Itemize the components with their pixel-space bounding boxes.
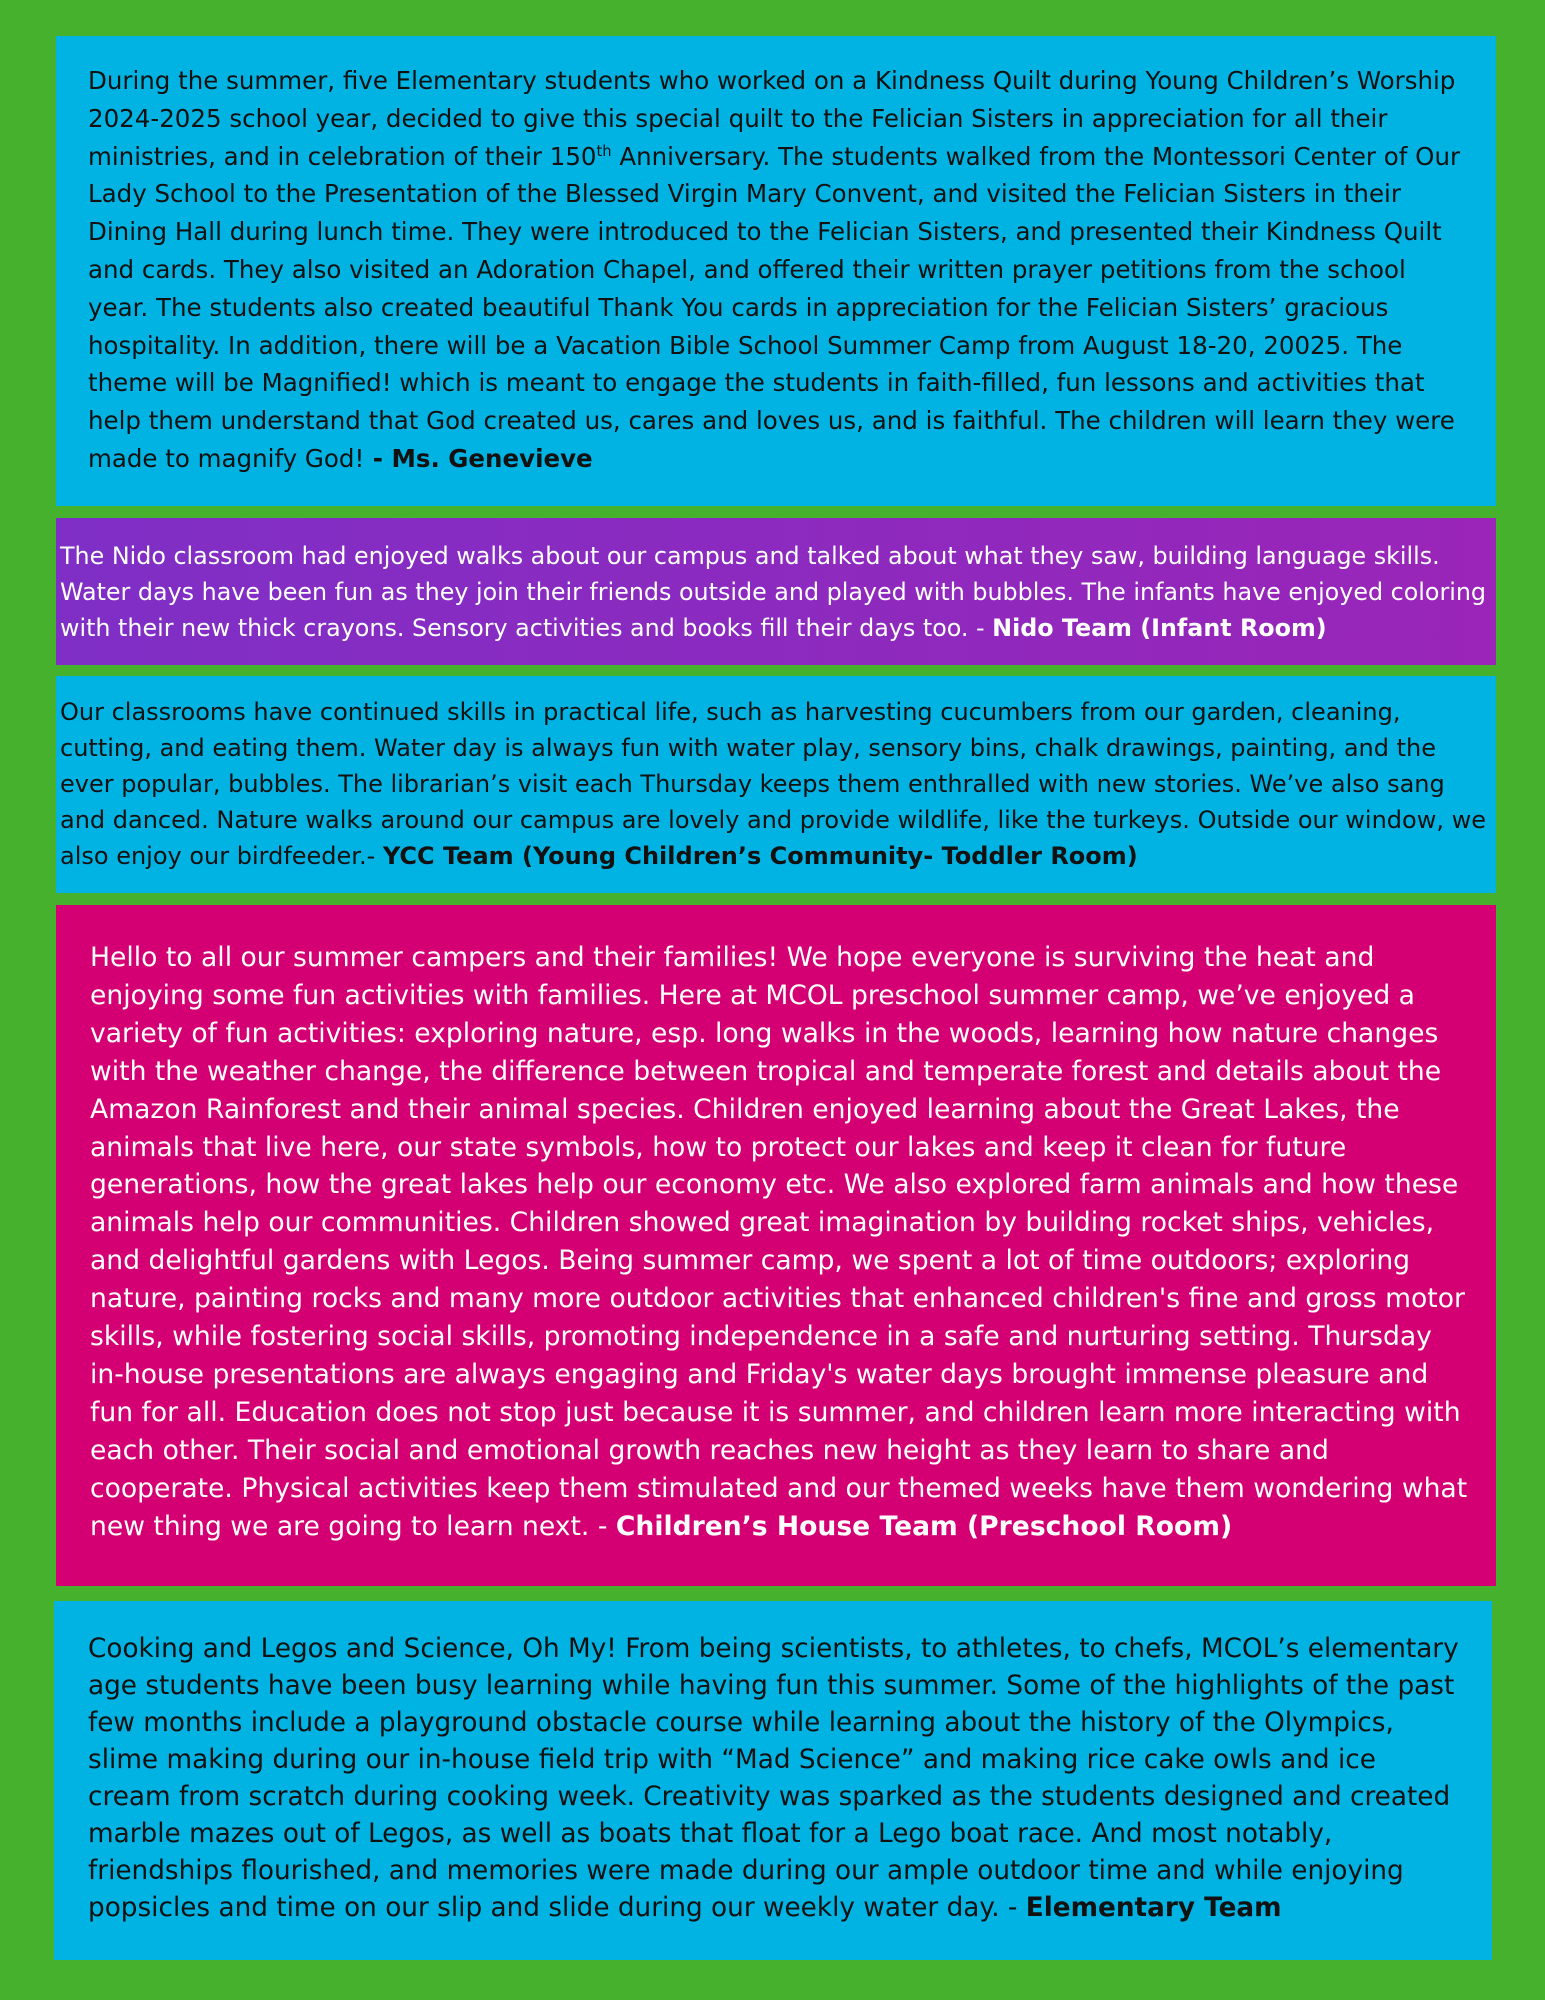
paragraph-text: Hello to all our summer campers and their families! We hope everyone is surviving the heat and enjoying some fun activities with families. Here at MCOL preschool summer camp, we’ve enjoyed a variety of fun activities: exploring nature, esp. long walks in the woods, learning how nature changes with the weather change, the difference between tropical and temperate forest and details about the Amazon Rainforest and their animal species. Children enjoyed learning about the Great Lakes, the animals that live here, our state symbols, how to protect our lakes and keep it clean for future generations, how the great lakes help our economy etc. We also explored farm animals and how these animals help our communities. Children showed great imagination by building rocket ships, vehicles, and delightful gardens with Legos. Being summer camp, we spent a lot of time outdoors; exploring nature, painting rocks and many more outdoor activities that enhanced children's fine and gross motor skills, while fostering social skills, promoting independence in a safe and nurturing setting. Thursday in-house presentations are always engaging and Friday's water days brought immense pleasure and fun for all. Education does not stop just because it is summer, and children learn more interacting with each other. Their social and emotional growth reaches new height as they learn to share and cooperate. Physical activities keep them stimulated and our themed weeks have them wondering what new thing we are going to learn next. - — [90, 942, 1468, 1542]
elementary-paragraph — [88, 1631, 1466, 1927]
paragraph-text: The Nido classroom had enjoyed walks about our campus and talked about what they saw, building language skills. Water days have been fun as they join their friends outside and played with bubbles. The infants have enjoyed coloring with their new thick crayons. Sensory activities and books fill their days too. - — [60, 542, 1487, 642]
signature: YCC Team (Young Children’s Community- Toddler Room) — [382, 842, 1138, 870]
ycc-panel — [56, 676, 1496, 893]
nido-paragraph — [60, 538, 1496, 646]
nido-panel — [56, 518, 1496, 665]
ycc-paragraph — [60, 694, 1496, 874]
paragraph-text: During the summer, five Elementary students who worked on a Kindness Quilt during Young Children’s Worship 2024-2025 school year, decided to give this special quilt to the Felician Sisters in appreciation for all their ministries, and in celebration of their 150 — [88, 66, 1456, 171]
paragraph-text: Cooking and Legos and Science, Oh My! From being scientists, to athletes, to chefs, MCOL’s elementary age students have been busy learning while having fun this summer. Some of the highlights of the past few months include a playground obstacle course while learning about the history of the Olympics, slime making during our in-house field trip with “Mad Science” and making rice cake owls and ice cream from scratch during cooking week. Creativity was sparked as the students designed and created marble mazes out of Legos, as well as boats that float for a Lego boat race. And most notably, friendships flourished, and memories were made during our ample outdoor time and while enjoying popsicles and time on our slip and slide during our weekly water day. - — [88, 1634, 1459, 1923]
elementary-panel — [54, 1601, 1492, 1960]
childrens-house-panel — [56, 905, 1496, 1586]
ms-genevieve-panel — [56, 36, 1496, 506]
paragraph-text: Anniversary. The students walked from the Montessori Center of Our Lady School to the Presentation of the Blessed Virgin Mary Convent, and visited the Felician Sisters in their Dining Hall during lunch time. They were introduced to the Felician Sisters, and presented their Kindness Quilt and cards. They also visited an Adoration Chapel, and offered their written prayer petitions from the school year. The students also created beautiful Thank You cards in appreciation for the Felician Sisters’ gracious hospitality. In addition, there will be a Vacation Bible School Summer Camp from August 18-20, 20025. The theme will be Magnified! which is meant to engage the students in faith-filled, fun lessons and activities that help them understand that God created us, cares and loves us, and is faithful. The children will learn they were made to magnify God! — [88, 141, 1461, 473]
ms-genevieve-paragraph — [88, 62, 1466, 478]
signature: Children’s House Team (Preschool Room) — [615, 1510, 1233, 1542]
childrens-house-paragraph — [90, 939, 1470, 1546]
ordinal-suffix: th — [596, 142, 612, 160]
paragraph-text: Our classrooms have continued skills in practical life, such as harvesting cucumbers from our garden, cleaning, cutting, and eating them. Water day is always fun with water play, sensory bins, chalk drawings, painting, and the ever popular, bubbles. The librarian’s visit each Thursday keeps them enthralled with new stories. We’ve also sang and danced. Nature walks around our campus are lovely and provide wildlife, like the turkeys. Outside our window, we also enjoy our birdfeeder.- — [60, 698, 1486, 870]
signature: Nido Team (Infant Room) — [992, 614, 1327, 642]
signature: Elementary Team — [1025, 1893, 1282, 1923]
signature: - Ms. Genevieve — [364, 443, 593, 473]
